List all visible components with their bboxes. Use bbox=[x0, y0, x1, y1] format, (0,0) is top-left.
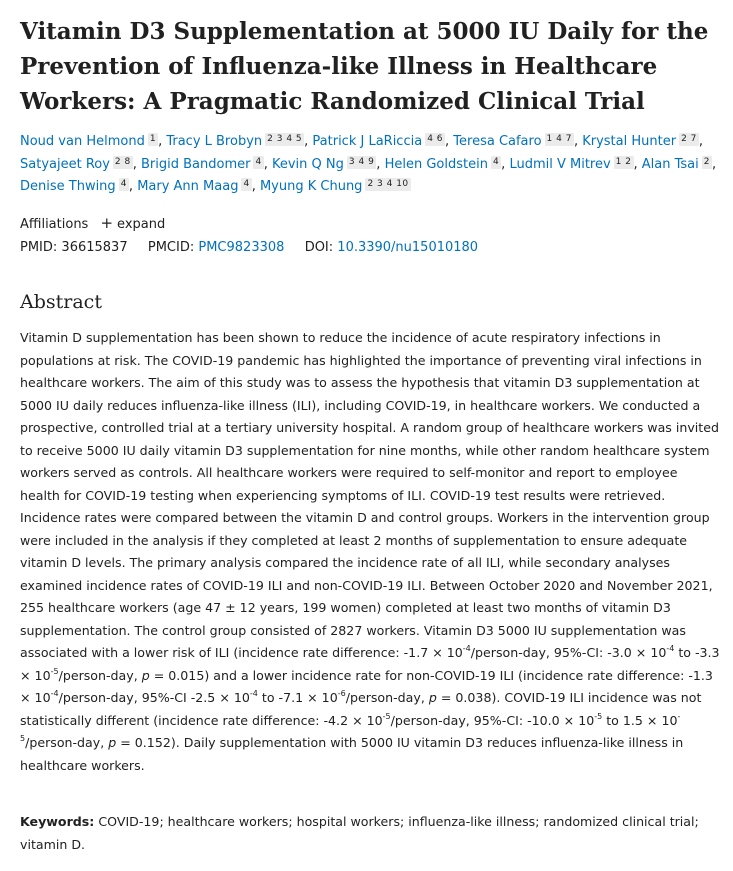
author bbox=[137, 179, 252, 194]
author bbox=[509, 157, 633, 172]
author bbox=[20, 179, 129, 194]
author-affiliation-badge[interactable]: 4 bbox=[492, 156, 500, 167]
author bbox=[20, 157, 133, 172]
doi-link[interactable]: 10.3390/nu15010180 bbox=[337, 240, 479, 255]
author-name-link[interactable]: Myung K Chung bbox=[259, 179, 363, 194]
pmid-value: 36615837 bbox=[61, 240, 128, 255]
author-name-link[interactable]: Krystal Hunter bbox=[582, 134, 677, 149]
author-affiliation-badge[interactable]: 4 bbox=[120, 179, 127, 189]
plus-icon: + bbox=[100, 214, 114, 232]
author-name-link[interactable]: Kevin Q Ng bbox=[271, 156, 344, 172]
author-name-link[interactable]: Teresa Cafaro bbox=[453, 134, 542, 149]
author bbox=[582, 134, 699, 149]
author-affiliation-badge[interactable]: 4 6 bbox=[427, 134, 444, 144]
author-name-link[interactable]: Patrick J LaRiccia bbox=[312, 134, 423, 149]
author-name-link[interactable]: Brigid Bandomer bbox=[141, 156, 251, 172]
author-affiliation-badge[interactable]: 4 bbox=[243, 179, 250, 189]
abstract-text: Vitamin D supplementation has been shown to reduce the incidence of acute respiratory infections in populations at risk. The COVID-19 pandemic has highlighted the importance of preventing viral infections in healthcare workers. The aim of this study was to assess the hypothesis that vitamin D3 supplementation at 5000 IU daily reduces influenza-like illness (ILI), including COVID-19, in healthcare workers. We conducted a prospective, controlled trial at a tertiary university hospital. A random group of healthcare workers was invited to receive 5000 IU daily vitamin D3 supplementation for nine months, while other random healthcare system workers served as controls. All healthcare workers were required to self-monitor and report to employee health for COVID-19 testing when experiencing symptoms of ILI. COVID-19 test results were retrieved. Incidence rates were compared between the vitamin D and control groups. Workers in the intervention group were included in the analysis if they completed at least 2 months of supplementation to ensure adequate vitamin D levels. The primary analysis compared the incidence rate of all ILI, while secondary analyses examined incidence rates of COVID-19 ILI and non-COVID-19 ILI. Between October 2020 and November 2021, 255 healthcare workers (age 47 ± 12 years, 199 women) completed at least two months of vitamin D3 supplementation. The control group consisted of 2827 workers. Vitamin D3 5000 IU supplementation was associated with a lower risk of ILI (incidence rate difference: $-1.7 \times 10^{-4}/person$-day, 95%-CI: $-3.0 \times 10^{-4}$ to $-3.3 \times 10^{-5}/person$-day, p = 0.015) and a lower incidence rate for non-COVID-19 ILI (incidence rate difference: $-1.3 \times 10^{-4}/person$-day, 95%-CI $-2.5 \times 10^{-4}$ to $-7.1 \times 10^{-6}/person$-day, p = 0.038). COVID-19 ILI incidence was not statistically different (incidence rate difference: $-4.2 \times 10^{-5}/person$-day, 95%-CI: $-10.0 \times 10^{-5}$ to $1.5 \times 10^{-5}/person$-day, p = 0.152). Daily supplementation with 5000 IU vitamin D3 reduces influenza-like illness in healthcare workers. bbox=[20, 330, 720, 773]
author-name-link[interactable]: Alan Tsai bbox=[641, 156, 699, 172]
expand-label: expand bbox=[117, 217, 166, 232]
author bbox=[141, 157, 264, 172]
author bbox=[166, 134, 304, 149]
author-name-link[interactable]: Ludmil V Mitrev bbox=[509, 156, 611, 172]
author bbox=[385, 157, 502, 172]
author-affiliation-badge[interactable]: 3 4 9 bbox=[348, 156, 375, 167]
doi-label: DOI: bbox=[304, 240, 334, 255]
author bbox=[20, 134, 158, 149]
keywords bbox=[20, 811, 720, 856]
affiliations-expand-button[interactable] bbox=[100, 214, 166, 232]
pmid-label: PMID: bbox=[20, 240, 58, 255]
author-affiliation-badge[interactable]: 1 4 7 bbox=[546, 134, 572, 144]
keywords-label: Keywords: bbox=[20, 814, 95, 829]
affiliations-row bbox=[20, 212, 165, 236]
author-affiliation-badge[interactable]: 2 3 4 10 bbox=[367, 179, 409, 189]
author-name-link[interactable]: Satyajeet Roy bbox=[20, 156, 110, 172]
author-name-link[interactable]: Helen Goldstein bbox=[384, 156, 488, 172]
author-affiliation-badge[interactable]: 2 7 bbox=[681, 134, 697, 144]
author bbox=[642, 157, 712, 172]
author-name-link[interactable]: Mary Ann Maag bbox=[137, 179, 239, 194]
pmcid-label: PMCID: bbox=[147, 240, 195, 255]
author-list: Noud van Helmond 1 , Tracy L Brobyn 2 3 4 5 , Patrick J LaRiccia 4 6 , Teresa Cafaro 1 4 7 , Krystal Hunter 2 7 , Satyajeet Roy 2 8 , Brigid Bandomer 4 , Kevin Q Ng 3 4 9 , Helen Goldstein 4 , Ludmil V Mitrev 1 2 , Alan Tsai 2 , Denise Thwing 4 , Mary Ann Maag 4 , Myung K Chung 2 3 4 10 bbox=[20, 134, 717, 194]
author-affiliation-badge[interactable]: 4 bbox=[255, 156, 262, 167]
author-affiliation-badge[interactable]: 2 3 4 5 bbox=[267, 134, 303, 144]
author-name-link[interactable]: Denise Thwing bbox=[20, 179, 116, 194]
author bbox=[312, 134, 445, 149]
identifiers-row bbox=[20, 237, 478, 259]
author-name-link[interactable]: Tracy L Brobyn bbox=[166, 134, 263, 149]
keywords-list: COVID-19; healthcare workers; hospital workers; influenza-like illness; randomized clinical trial; vitamin D. bbox=[20, 814, 699, 852]
author-affiliation-badge[interactable]: 1 bbox=[149, 134, 157, 144]
author-affiliation-badge[interactable]: 2 bbox=[703, 156, 710, 167]
author bbox=[260, 179, 411, 194]
pmcid-link[interactable]: PMC9823308 bbox=[198, 240, 285, 255]
abstract-heading: Abstract bbox=[20, 291, 102, 313]
author bbox=[453, 134, 574, 149]
author-affiliation-badge[interactable]: 1 2 bbox=[615, 156, 632, 167]
author-affiliation-badge[interactable]: 2 8 bbox=[114, 156, 131, 167]
author bbox=[272, 157, 376, 172]
affiliations-label: Affiliations bbox=[20, 217, 89, 232]
author-name-link[interactable]: Noud van Helmond bbox=[20, 134, 145, 149]
article-title: Vitamin D3 Supplementation at 5000 IU Daily for the Prevention of Influenza-like Illness in Healthcare Workers: A Pragmatic Randomized Clinical Trial bbox=[20, 18, 709, 115]
